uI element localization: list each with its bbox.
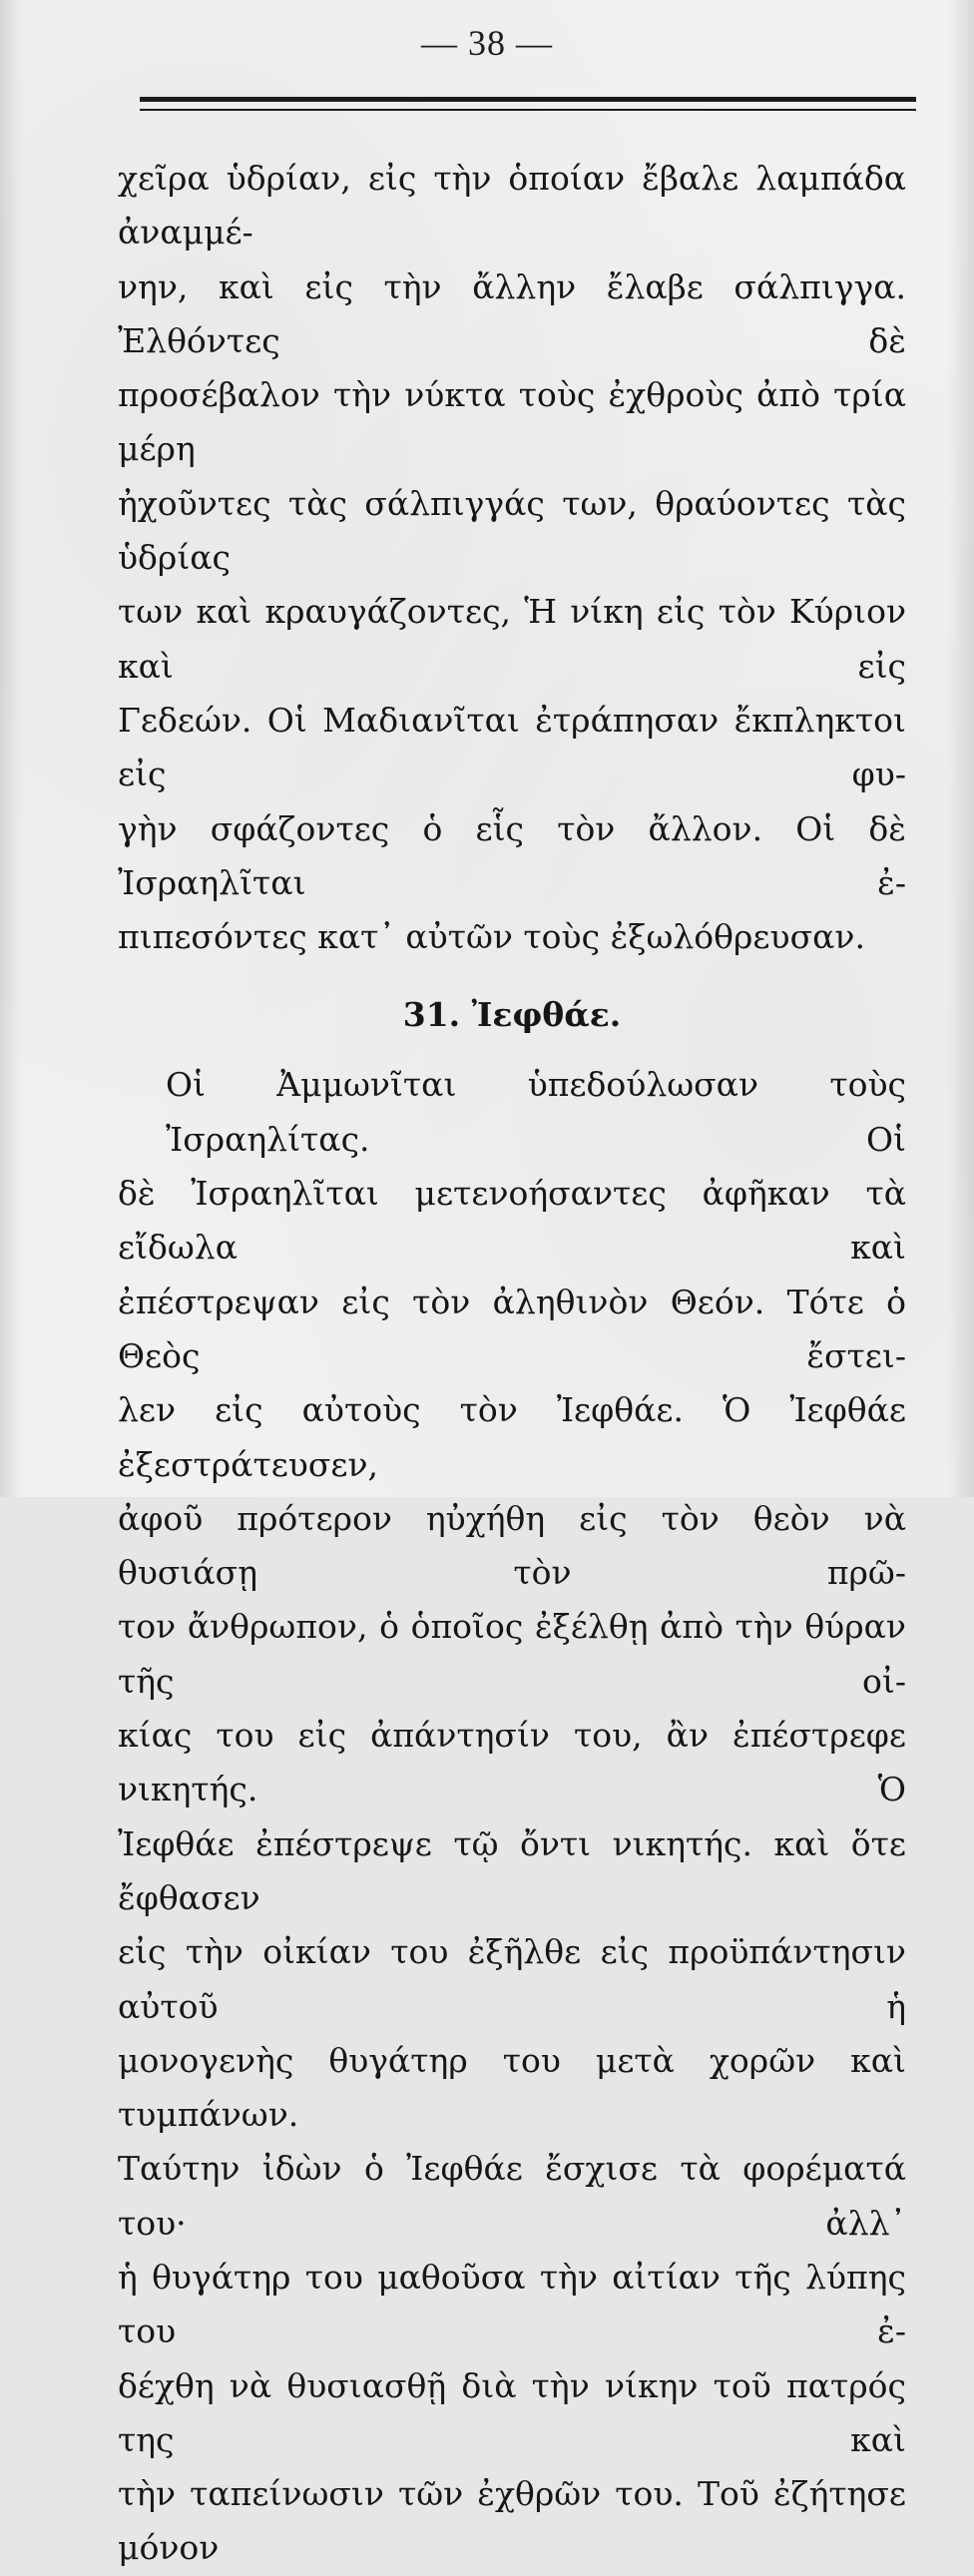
text-line: ἠχοῦντες τὰς σάλπιγγάς των, θραύοντες τὰς ὑδρίας: [118, 483, 906, 578]
header-rule-thin: [140, 109, 916, 111]
text-line: πιπεσόντες κατ᾽ αὐτῶν τοὺς ἐξωλόθρευσαν.: [118, 917, 865, 957]
text-line: ἀφοῦ πρότερον ηὐχήθη εἰς τὸν θεὸν νὰ θυσιάσῃ τὸν πρῶ-: [118, 1498, 906, 1593]
text-line: κίας του εἰς ἀπάντησίν του, ἂν ἐπέστρεφε νικητής. Ὁ: [118, 1716, 906, 1809]
text-line: ἡ θυγάτηρ του μαθοῦσα τὴν αἰτίαν τῆς λύπης του ἐ-: [118, 2257, 906, 2351]
text-line: ἐπέστρεψαν εἰς τὸν ἀληθινὸν Θεόν. Τότε ὁ Θεὸς ἔστει-: [118, 1282, 906, 1375]
section-heading: 31. Ἰεφθάε.: [402, 995, 622, 1035]
text-line: των καὶ κραυγάζοντες, Ἡ νίκη εἰς τὸν Κύριον καὶ εἰς: [118, 592, 906, 686]
text-line: προσέβαλον τὴν νύκτα τοὺς ἐχθροὺς ἀπὸ τρία μέρη: [118, 375, 906, 469]
text-line: γὴν σφάζοντες ὁ εἷς τὸν ἄλλον. Οἱ δὲ Ἰσραηλῖται ἐ-: [118, 808, 906, 902]
text-line: Ἰεφθάε ἐπέστρεψε τῷ ὄντι νικητής. καὶ ὅτε ἔφθασεν: [118, 1823, 906, 1917]
header-rule-thick: [140, 97, 916, 102]
text-line: εἰς τὴν οἰκίαν του ἐξῆλθε εἰς προϋπάντησιν αὐτοῦ ἡ: [118, 1932, 906, 2026]
page-number: — 38 —: [421, 23, 553, 63]
text-line: Οἱ Ἀμμωνῖται ὑπεδούλωσαν τοὺς Ἰσραηλίτας. Οἱ: [166, 1065, 906, 1159]
text-line: λεν εἰς αὐτοὺς τὸν Ἰεφθάε. Ὁ Ἰεφθάε ἐξεστράτευσεν,: [118, 1390, 906, 1484]
text-line: τὴν ταπείνωσιν τῶν ἐχθρῶν του. Τοῦ ἐζήτησε μόνον: [118, 2474, 906, 2568]
text-line: νην, καὶ εἰς τὴν ἄλλην ἔλαβε σάλπιγγα. Ἐλθόντες δὲ: [118, 266, 906, 360]
text-line: δέχθη νὰ θυσιασθῇ διὰ τὴν νίκην τοῦ πατρός της καὶ: [118, 2365, 906, 2459]
body-text: [118, 152, 906, 2576]
paragraph-continued: [118, 152, 906, 964]
text-line: μονογενὴς θυγάτηρ του μετὰ χορῶν καὶ τυμπάνων.: [118, 2040, 906, 2135]
text-line: Γεδεών. Οἱ Μαδιανῖται ἐτράπησαν ἔκπληκτοι εἰς φυ-: [118, 700, 906, 794]
text-line: δὲ Ἰσραηλῖται μετενοήσαντες ἀφῆκαν τὰ εἴδωλα καὶ: [118, 1174, 906, 1268]
text-line: τον ἄνθρωπον, ὁ ὁποῖος ἐξέλθῃ ἀπὸ τὴν θύραν τῆς οἰ-: [118, 1607, 906, 1701]
text-line: Ταύτην ἰδὼν ὁ Ἰεφθάε ἔσχισε τὰ φορέματά του· ἀλλ᾽: [118, 2149, 906, 2243]
text-line: χεῖρα ὑδρίαν, εἰς τὴν ὁποίαν ἔβαλε λαμπάδα ἀναμμέ-: [118, 159, 906, 253]
paragraph-jephthah: [118, 1058, 906, 2575]
